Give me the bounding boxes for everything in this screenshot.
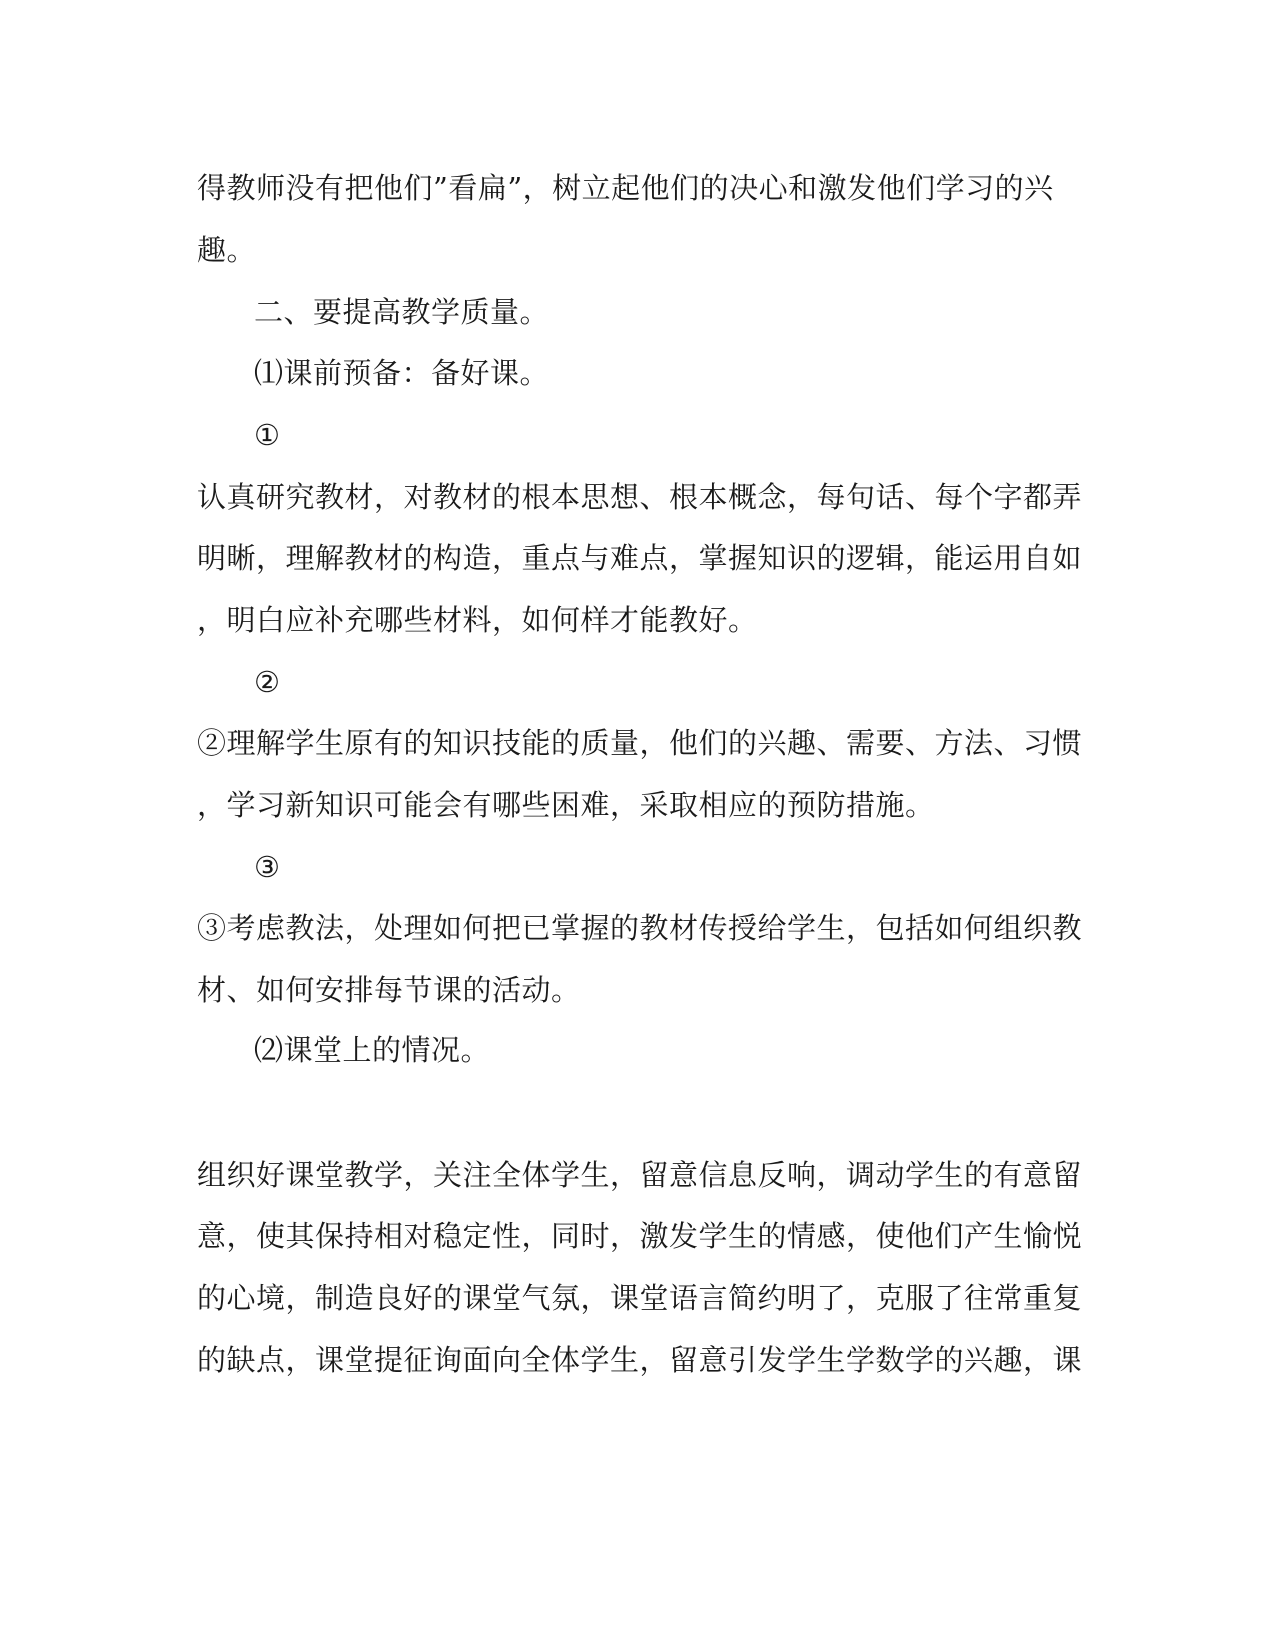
paragraph-line: 的心境，制造良好的课堂气氛，课堂语言简约明了，克服了往常重复 (197, 1281, 1083, 1315)
paragraph-line: 意，使其保持相对稳定性，同时，激发学生的情感，使他们产生愉悦 (197, 1219, 1083, 1253)
paragraph-line: 趣。 (197, 233, 257, 267)
paragraph-line: 组织好课堂教学，关注全体学生，留意信息反响，调动学生的有意留 (197, 1158, 1083, 1192)
paragraph-line: 材、如何安排每节课的活动。 (197, 973, 581, 1007)
subsection-heading: ⑴课前预备：备好课。 (254, 356, 550, 390)
paragraph-line: 得教师没有把他们”看扁”，树立起他们的决心和激发他们学习的兴 (197, 171, 1054, 205)
paragraph-line: 认真研究教材，对教材的根本思想、根本概念，每句话、每个字都弄 (197, 480, 1083, 514)
paragraph-line: ②理解学生原有的知识技能的质量，他们的兴趣、需要、方法、习惯 (197, 726, 1083, 760)
paragraph-line: ，学习新知识可能会有哪些困难，采取相应的预防措施。 (197, 788, 935, 822)
list-marker: ① (254, 418, 281, 452)
list-marker: ③ (254, 850, 281, 884)
section-heading: 二、要提高教学质量。 (254, 295, 550, 329)
paragraph-line: 明晰，理解教材的构造，重点与难点，掌握知识的逻辑，能运用自如 (197, 541, 1083, 575)
subsection-heading: ⑵课堂上的情况。 (254, 1033, 491, 1067)
paragraph-line: ，明白应补充哪些材料，如何样才能教好。 (197, 603, 758, 637)
list-marker: ② (254, 665, 281, 699)
paragraph-line: 的缺点，课堂提征询面向全体学生，留意引发学生学数学的兴趣，课 (197, 1343, 1083, 1377)
paragraph-line: ③考虑教法，处理如何把已掌握的教材传授给学生，包括如何组织教 (197, 911, 1083, 945)
